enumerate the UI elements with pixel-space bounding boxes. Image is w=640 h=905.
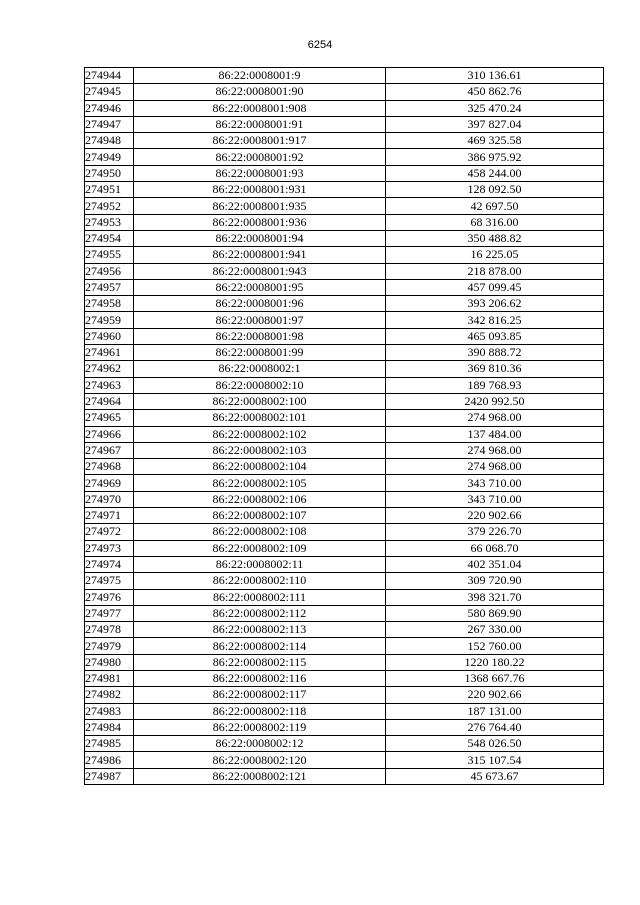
row-number-cell: 274947 xyxy=(85,116,134,132)
table-row xyxy=(85,345,604,361)
cadastral-value-cell: 66 068.70 xyxy=(386,540,604,556)
cadastral-number-cell: 86:22:0008002:10 xyxy=(134,377,386,393)
row-number-cell: 274952 xyxy=(85,198,134,214)
cadastral-number-cell: 86:22:0008001:931 xyxy=(134,182,386,198)
cadastral-number-cell: 86:22:0008001:95 xyxy=(134,279,386,295)
cadastral-value-cell: 45 673.67 xyxy=(386,768,604,784)
table-row xyxy=(85,296,604,312)
row-number-cell: 274984 xyxy=(85,719,134,735)
row-number-cell: 274953 xyxy=(85,214,134,230)
table-row xyxy=(85,524,604,540)
row-number-cell: 274951 xyxy=(85,182,134,198)
cadastral-value-cell: 386 975.92 xyxy=(386,149,604,165)
cadastral-value-cell: 397 827.04 xyxy=(386,116,604,132)
cadastral-number-cell: 86:22:0008001:96 xyxy=(134,296,386,312)
row-number-cell: 274961 xyxy=(85,345,134,361)
cadastral-value-cell: 128 092.50 xyxy=(386,182,604,198)
cadastral-value-cell: 325 470.24 xyxy=(386,100,604,116)
cadastral-number-cell: 86:22:0008001:9 xyxy=(134,68,386,84)
cadastral-number-cell: 86:22:0008002:102 xyxy=(134,426,386,442)
cadastral-value-cell: 220 902.66 xyxy=(386,687,604,703)
cadastral-number-cell: 86:22:0008001:93 xyxy=(134,165,386,181)
cadastral-value-cell: 187 131.00 xyxy=(386,703,604,719)
row-number-cell: 274969 xyxy=(85,475,134,491)
table-row xyxy=(85,442,604,458)
cadastral-number-cell: 86:22:0008002:120 xyxy=(134,752,386,768)
cadastral-value-cell: 16 225.05 xyxy=(386,247,604,263)
table-row xyxy=(85,508,604,524)
row-number-cell: 274945 xyxy=(85,84,134,100)
cadastral-number-cell: 86:22:0008002:115 xyxy=(134,654,386,670)
table-row xyxy=(85,312,604,328)
cadastral-value-cell: 379 226.70 xyxy=(386,524,604,540)
table-row xyxy=(85,377,604,393)
table-row xyxy=(85,247,604,263)
row-number-cell: 274972 xyxy=(85,524,134,540)
cadastral-number-cell: 86:22:0008002:121 xyxy=(134,768,386,784)
cadastral-value-cell: 350 488.82 xyxy=(386,230,604,246)
table-row xyxy=(85,393,604,409)
cadastral-value-cell: 267 330.00 xyxy=(386,622,604,638)
cadastral-value-cell: 315 107.54 xyxy=(386,752,604,768)
row-number-cell: 274958 xyxy=(85,296,134,312)
cadastral-value-cell: 458 244.00 xyxy=(386,165,604,181)
row-number-cell: 274965 xyxy=(85,410,134,426)
cadastral-number-cell: 86:22:0008002:105 xyxy=(134,475,386,491)
table-row xyxy=(85,687,604,703)
cadastral-value-cell: 310 136.61 xyxy=(386,68,604,84)
cadastral-value-cell: 469 325.58 xyxy=(386,133,604,149)
cadastral-number-cell: 86:22:0008002:117 xyxy=(134,687,386,703)
table-row xyxy=(85,752,604,768)
cadastral-value-cell: 276 764.40 xyxy=(386,719,604,735)
table-row xyxy=(85,230,604,246)
table-row xyxy=(85,426,604,442)
cadastral-number-cell: 86:22:0008002:119 xyxy=(134,719,386,735)
row-number-cell: 274985 xyxy=(85,736,134,752)
cadastral-value-cell: 1368 667.76 xyxy=(386,670,604,686)
cadastral-number-cell: 86:22:0008002:104 xyxy=(134,459,386,475)
row-number-cell: 274949 xyxy=(85,149,134,165)
row-number-cell: 274963 xyxy=(85,377,134,393)
page-number: 6254 xyxy=(307,39,333,51)
cadastral-number-cell: 86:22:0008001:99 xyxy=(134,345,386,361)
cadastral-value-cell: 274 968.00 xyxy=(386,442,604,458)
table-row xyxy=(85,182,604,198)
row-number-cell: 274954 xyxy=(85,230,134,246)
table-row xyxy=(85,198,604,214)
row-number-cell: 274974 xyxy=(85,556,134,572)
row-number-cell: 274982 xyxy=(85,687,134,703)
cadastral-value-cell: 342 816.25 xyxy=(386,312,604,328)
row-number-cell: 274979 xyxy=(85,638,134,654)
row-number-cell: 274950 xyxy=(85,165,134,181)
cadastral-number-cell: 86:22:0008002:103 xyxy=(134,442,386,458)
row-number-cell: 274980 xyxy=(85,654,134,670)
row-number-cell: 274977 xyxy=(85,605,134,621)
cadastral-number-cell: 86:22:0008001:90 xyxy=(134,84,386,100)
cadastral-number-cell: 86:22:0008001:943 xyxy=(134,263,386,279)
cadastral-value-cell: 42 697.50 xyxy=(386,198,604,214)
row-number-cell: 274962 xyxy=(85,361,134,377)
cadastral-value-cell: 1220 180.22 xyxy=(386,654,604,670)
table-row xyxy=(85,589,604,605)
cadastral-value-cell: 393 206.62 xyxy=(386,296,604,312)
cadastral-value-cell: 220 902.66 xyxy=(386,508,604,524)
row-number-cell: 274955 xyxy=(85,247,134,263)
table-row xyxy=(85,263,604,279)
row-number-cell: 274973 xyxy=(85,540,134,556)
table-row xyxy=(85,361,604,377)
row-number-cell: 274978 xyxy=(85,622,134,638)
cadastral-number-cell: 86:22:0008002:1 xyxy=(134,361,386,377)
table-row xyxy=(85,670,604,686)
cadastral-number-cell: 86:22:0008002:114 xyxy=(134,638,386,654)
table-row xyxy=(85,116,604,132)
table-row xyxy=(85,638,604,654)
table-row xyxy=(85,703,604,719)
table-row xyxy=(85,214,604,230)
cadastral-number-cell: 86:22:0008002:112 xyxy=(134,605,386,621)
cadastral-value-cell: 450 862.76 xyxy=(386,84,604,100)
table-row xyxy=(85,133,604,149)
cadastral-number-cell: 86:22:0008002:107 xyxy=(134,508,386,524)
cadastral-number-cell: 86:22:0008002:101 xyxy=(134,410,386,426)
row-number-cell: 274987 xyxy=(85,768,134,784)
cadastral-value-table xyxy=(84,67,604,785)
table-row xyxy=(85,100,604,116)
row-number-cell: 274956 xyxy=(85,263,134,279)
row-number-cell: 274959 xyxy=(85,312,134,328)
table-row xyxy=(85,68,604,84)
cadastral-value-cell: 274 968.00 xyxy=(386,410,604,426)
table-row xyxy=(85,556,604,572)
row-number-cell: 274976 xyxy=(85,589,134,605)
cadastral-value-cell: 580 869.90 xyxy=(386,605,604,621)
row-number-cell: 274966 xyxy=(85,426,134,442)
cadastral-number-cell: 86:22:0008002:109 xyxy=(134,540,386,556)
cadastral-value-cell: 68 316.00 xyxy=(386,214,604,230)
cadastral-number-cell: 86:22:0008001:97 xyxy=(134,312,386,328)
row-number-cell: 274986 xyxy=(85,752,134,768)
table-body xyxy=(85,68,604,785)
cadastral-value-cell: 343 710.00 xyxy=(386,491,604,507)
cadastral-number-cell: 86:22:0008002:12 xyxy=(134,736,386,752)
cadastral-value-cell: 369 810.36 xyxy=(386,361,604,377)
cadastral-number-cell: 86:22:0008001:941 xyxy=(134,247,386,263)
cadastral-number-cell: 86:22:0008001:94 xyxy=(134,230,386,246)
table-row xyxy=(85,491,604,507)
table-row xyxy=(85,84,604,100)
row-number-cell: 274948 xyxy=(85,133,134,149)
cadastral-number-cell: 86:22:0008002:11 xyxy=(134,556,386,572)
table-row xyxy=(85,654,604,670)
cadastral-number-cell: 86:22:0008002:116 xyxy=(134,670,386,686)
cadastral-number-cell: 86:22:0008001:98 xyxy=(134,328,386,344)
cadastral-number-cell: 86:22:0008002:111 xyxy=(134,589,386,605)
cadastral-number-cell: 86:22:0008002:100 xyxy=(134,393,386,409)
row-number-cell: 274975 xyxy=(85,573,134,589)
row-number-cell: 274944 xyxy=(85,68,134,84)
cadastral-number-cell: 86:22:0008002:110 xyxy=(134,573,386,589)
cadastral-value-cell: 398 321.70 xyxy=(386,589,604,605)
cadastral-number-cell: 86:22:0008001:936 xyxy=(134,214,386,230)
cadastral-value-cell: 152 760.00 xyxy=(386,638,604,654)
row-number-cell: 274964 xyxy=(85,393,134,409)
row-number-cell: 274981 xyxy=(85,670,134,686)
table-row xyxy=(85,540,604,556)
table-row xyxy=(85,328,604,344)
cadastral-value-cell: 548 026.50 xyxy=(386,736,604,752)
cadastral-value-cell: 390 888.72 xyxy=(386,345,604,361)
cadastral-value-cell: 2420 992.50 xyxy=(386,393,604,409)
cadastral-number-cell: 86:22:0008001:92 xyxy=(134,149,386,165)
row-number-cell: 274968 xyxy=(85,459,134,475)
row-number-cell: 274957 xyxy=(85,279,134,295)
cadastral-value-cell: 309 720.90 xyxy=(386,573,604,589)
cadastral-value-cell: 189 768.93 xyxy=(386,377,604,393)
table-row xyxy=(85,475,604,491)
row-number-cell: 274960 xyxy=(85,328,134,344)
cadastral-number-cell: 86:22:0008002:113 xyxy=(134,622,386,638)
cadastral-number-cell: 86:22:0008001:935 xyxy=(134,198,386,214)
cadastral-value-cell: 457 099.45 xyxy=(386,279,604,295)
table-row xyxy=(85,719,604,735)
table-row xyxy=(85,459,604,475)
cadastral-value-cell: 218 878.00 xyxy=(386,263,604,279)
table-row xyxy=(85,165,604,181)
cadastral-number-cell: 86:22:0008001:908 xyxy=(134,100,386,116)
cadastral-value-cell: 137 484.00 xyxy=(386,426,604,442)
cadastral-value-cell: 402 351.04 xyxy=(386,556,604,572)
cadastral-value-cell: 343 710.00 xyxy=(386,475,604,491)
cadastral-number-cell: 86:22:0008001:91 xyxy=(134,116,386,132)
table-row xyxy=(85,622,604,638)
table-row xyxy=(85,410,604,426)
table-row xyxy=(85,768,604,784)
cadastral-value-cell: 274 968.00 xyxy=(386,459,604,475)
table-row xyxy=(85,605,604,621)
cadastral-number-cell: 86:22:0008002:108 xyxy=(134,524,386,540)
row-number-cell: 274983 xyxy=(85,703,134,719)
table-row xyxy=(85,279,604,295)
cadastral-number-cell: 86:22:0008002:118 xyxy=(134,703,386,719)
row-number-cell: 274967 xyxy=(85,442,134,458)
cadastral-number-cell: 86:22:0008001:917 xyxy=(134,133,386,149)
cadastral-value-cell: 465 093.85 xyxy=(386,328,604,344)
table-row xyxy=(85,573,604,589)
row-number-cell: 274971 xyxy=(85,508,134,524)
row-number-cell: 274946 xyxy=(85,100,134,116)
row-number-cell: 274970 xyxy=(85,491,134,507)
table-row xyxy=(85,736,604,752)
table-row xyxy=(85,149,604,165)
cadastral-number-cell: 86:22:0008002:106 xyxy=(134,491,386,507)
